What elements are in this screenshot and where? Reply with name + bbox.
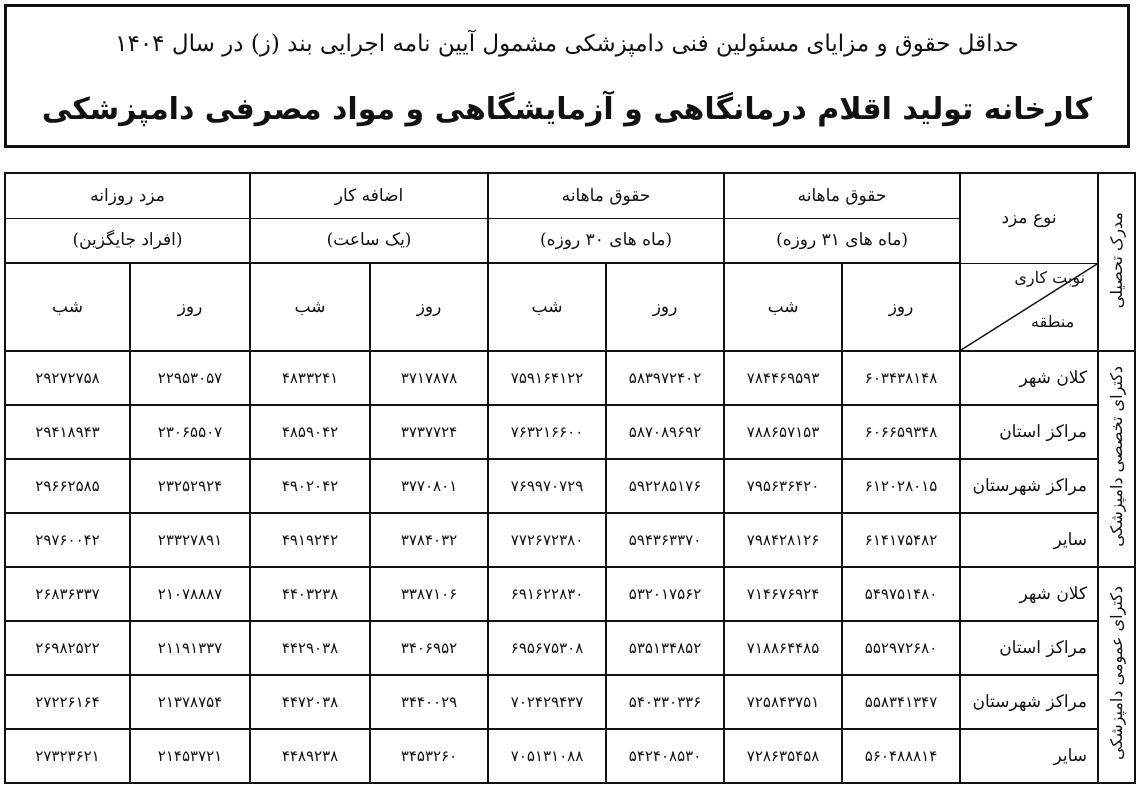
value-cell: ۲۳۲۵۲۹۲۴ xyxy=(130,459,250,513)
group-label: دکترای تخصصی دامپزشکی xyxy=(1098,351,1135,567)
value-cell: ۲۹۷۶۰۰۴۲ xyxy=(5,513,130,567)
corner-cell xyxy=(960,263,1098,351)
region-cell: مراکز استان xyxy=(960,621,1098,675)
value-cell: ۴۴۸۹۲۳۸ xyxy=(250,729,370,783)
region-cell: مراکز شهرستان xyxy=(960,675,1098,729)
value-cell: ۵۹۲۲۸۵۱۷۶ xyxy=(606,459,724,513)
region-cell: مراکز استان xyxy=(960,405,1098,459)
night-header: شب xyxy=(250,263,370,351)
corner-region-label: منطقه xyxy=(1031,311,1075,331)
value-cell: ۲۹۲۷۲۷۵۸ xyxy=(5,351,130,405)
table-row xyxy=(5,513,1135,567)
value-cell: ۵۵۸۳۴۱۳۴۷ xyxy=(842,675,960,729)
value-cell: ۴۹۱۹۲۴۲ xyxy=(250,513,370,567)
table-row xyxy=(5,567,1135,621)
value-cell: ۲۱۰۷۸۸۸۷ xyxy=(130,567,250,621)
value-cell: ۶۹۱۶۲۲۸۳۰ xyxy=(488,567,606,621)
table-row xyxy=(5,729,1135,783)
value-cell: ۲۳۳۲۷۸۹۱ xyxy=(130,513,250,567)
night-header: شب xyxy=(5,263,130,351)
value-cell: ۲۳۰۶۵۵۰۷ xyxy=(130,405,250,459)
page-title: کارخانه تولید اقلام درمانگاهی و آزمایشگاهی و مواد مصرفی دامپزشکی xyxy=(41,92,1093,127)
night-header: شب xyxy=(488,263,606,351)
value-cell: ۵۴۲۴۰۸۵۳۰ xyxy=(606,729,724,783)
value-cell: ۲۹۴۱۸۹۴۳ xyxy=(5,405,130,459)
value-cell: ۷۶۹۹۷۰۷۲۹ xyxy=(488,459,606,513)
value-cell: ۲۲۹۵۳۰۵۷ xyxy=(130,351,250,405)
value-cell: ۳۷۱۷۸۷۸ xyxy=(370,351,488,405)
col-31-subtitle: (ماه های ۳۱ روزه) xyxy=(724,218,960,263)
col-30-title: حقوق ماهانه xyxy=(488,173,724,218)
table-row xyxy=(5,621,1135,675)
value-cell: ۲۷۲۲۶۱۶۴ xyxy=(5,675,130,729)
value-cell: ۳۴۴۰۰۲۹ xyxy=(370,675,488,729)
value-cell: ۷۰۵۱۳۱۰۸۸ xyxy=(488,729,606,783)
day-header: روز xyxy=(370,263,488,351)
col-31-title: حقوق ماهانه xyxy=(724,173,960,218)
region-cell: سایر xyxy=(960,729,1098,783)
value-cell: ۳۷۸۴۰۳۲ xyxy=(370,513,488,567)
value-cell: ۷۲۸۶۳۵۴۵۸ xyxy=(724,729,842,783)
table-row xyxy=(5,405,1135,459)
value-cell: ۵۹۴۳۶۳۳۷۰ xyxy=(606,513,724,567)
value-cell: ۶۰۶۶۵۹۳۴۸ xyxy=(842,405,960,459)
page-subtitle: حداقل حقوق و مزایای مسئولین فنی دامپزشکی مشمول آیین نامه اجرایی بند (ز) در سال ۱۴۰۴ xyxy=(115,31,1019,57)
region-cell: سایر xyxy=(960,513,1098,567)
col-overtime-title: اضافه کار xyxy=(250,173,488,218)
region-cell: کلان شهر xyxy=(960,567,1098,621)
value-cell: ۳۷۳۷۷۲۴ xyxy=(370,405,488,459)
value-cell: ۷۷۲۶۷۲۳۸۰ xyxy=(488,513,606,567)
value-cell: ۵۸۳۹۷۲۴۰۲ xyxy=(606,351,724,405)
value-cell: ۷۶۳۲۱۶۶۰۰ xyxy=(488,405,606,459)
value-cell: ۳۷۷۰۸۰۱ xyxy=(370,459,488,513)
value-cell: ۵۳۲۰۱۷۵۶۲ xyxy=(606,567,724,621)
col-overtime-subtitle: (یک ساعت) xyxy=(250,218,488,263)
value-cell: ۴۴۲۹۰۳۸ xyxy=(250,621,370,675)
corner-shift-label: نوبت کاری xyxy=(1014,267,1086,287)
degree-header: مدرک تحصیلی xyxy=(1098,173,1135,351)
group-label: دکترای عمومی دامپزشکی xyxy=(1098,567,1135,783)
value-cell: ۵۴۰۳۳۰۳۳۶ xyxy=(606,675,724,729)
value-cell: ۵۶۰۴۸۸۸۱۴ xyxy=(842,729,960,783)
value-cell: ۶۰۳۴۳۸۱۴۸ xyxy=(842,351,960,405)
value-cell: ۲۱۴۵۳۷۲۱ xyxy=(130,729,250,783)
value-cell: ۶۱۲۰۲۸۰۱۵ xyxy=(842,459,960,513)
value-cell: ۴۹۰۲۰۴۲ xyxy=(250,459,370,513)
value-cell: ۵۳۵۱۳۴۸۵۲ xyxy=(606,621,724,675)
value-cell: ۲۱۱۹۱۳۳۷ xyxy=(130,621,250,675)
value-cell: ۷۹۸۴۲۸۱۲۶ xyxy=(724,513,842,567)
value-cell: ۴۴۰۳۲۳۸ xyxy=(250,567,370,621)
value-cell: ۲۶۸۳۶۳۳۷ xyxy=(5,567,130,621)
value-cell: ۲۶۹۸۲۵۲۲ xyxy=(5,621,130,675)
day-header: روز xyxy=(842,263,960,351)
value-cell: ۷۰۲۴۲۹۴۳۷ xyxy=(488,675,606,729)
value-cell: ۲۹۶۶۲۵۸۵ xyxy=(5,459,130,513)
col-daily-subtitle: (افراد جایگزین) xyxy=(5,218,250,263)
table-row xyxy=(5,351,1135,405)
value-cell: ۳۳۸۷۱۰۶ xyxy=(370,567,488,621)
night-header: شب xyxy=(724,263,842,351)
value-cell: ۴۸۵۹۰۴۲ xyxy=(250,405,370,459)
col-daily-title: مزد روزانه xyxy=(5,173,250,218)
value-cell: ۵۴۹۷۵۱۴۸۰ xyxy=(842,567,960,621)
value-cell: ۶۹۵۶۷۵۳۰۸ xyxy=(488,621,606,675)
value-cell: ۵۸۷۰۸۹۶۹۲ xyxy=(606,405,724,459)
wage-table xyxy=(4,172,1136,784)
value-cell: ۷۸۴۴۶۹۵۹۳ xyxy=(724,351,842,405)
day-header: روز xyxy=(130,263,250,351)
value-cell: ۳۴۰۶۹۵۲ xyxy=(370,621,488,675)
col-30-subtitle: (ماه های ۳۰ روزه) xyxy=(488,218,724,263)
table-row xyxy=(5,459,1135,513)
region-cell: کلان شهر xyxy=(960,351,1098,405)
value-cell: ۷۹۵۶۳۶۴۲۰ xyxy=(724,459,842,513)
value-cell: ۳۴۵۳۲۶۰ xyxy=(370,729,488,783)
value-cell: ۴۴۷۲۰۳۸ xyxy=(250,675,370,729)
value-cell: ۷۱۸۸۶۴۴۸۵ xyxy=(724,621,842,675)
value-cell: ۲۱۳۷۸۷۵۴ xyxy=(130,675,250,729)
region-cell: مراکز شهرستان xyxy=(960,459,1098,513)
value-cell: ۴۸۳۳۲۴۱ xyxy=(250,351,370,405)
value-cell: ۲۷۳۲۳۶۲۱ xyxy=(5,729,130,783)
day-header: روز xyxy=(606,263,724,351)
value-cell: ۷۲۵۸۴۳۷۵۱ xyxy=(724,675,842,729)
table-row xyxy=(5,675,1135,729)
wage-type-label: نوع مزد xyxy=(960,173,1098,263)
value-cell: ۵۵۲۹۷۲۶۸۰ xyxy=(842,621,960,675)
value-cell: ۶۱۴۱۷۵۴۸۲ xyxy=(842,513,960,567)
value-cell: ۷۸۸۶۵۷۱۵۳ xyxy=(724,405,842,459)
value-cell: ۷۵۹۱۶۴۱۲۲ xyxy=(488,351,606,405)
value-cell: ۷۱۴۶۷۶۹۲۴ xyxy=(724,567,842,621)
header-box xyxy=(4,4,1130,148)
